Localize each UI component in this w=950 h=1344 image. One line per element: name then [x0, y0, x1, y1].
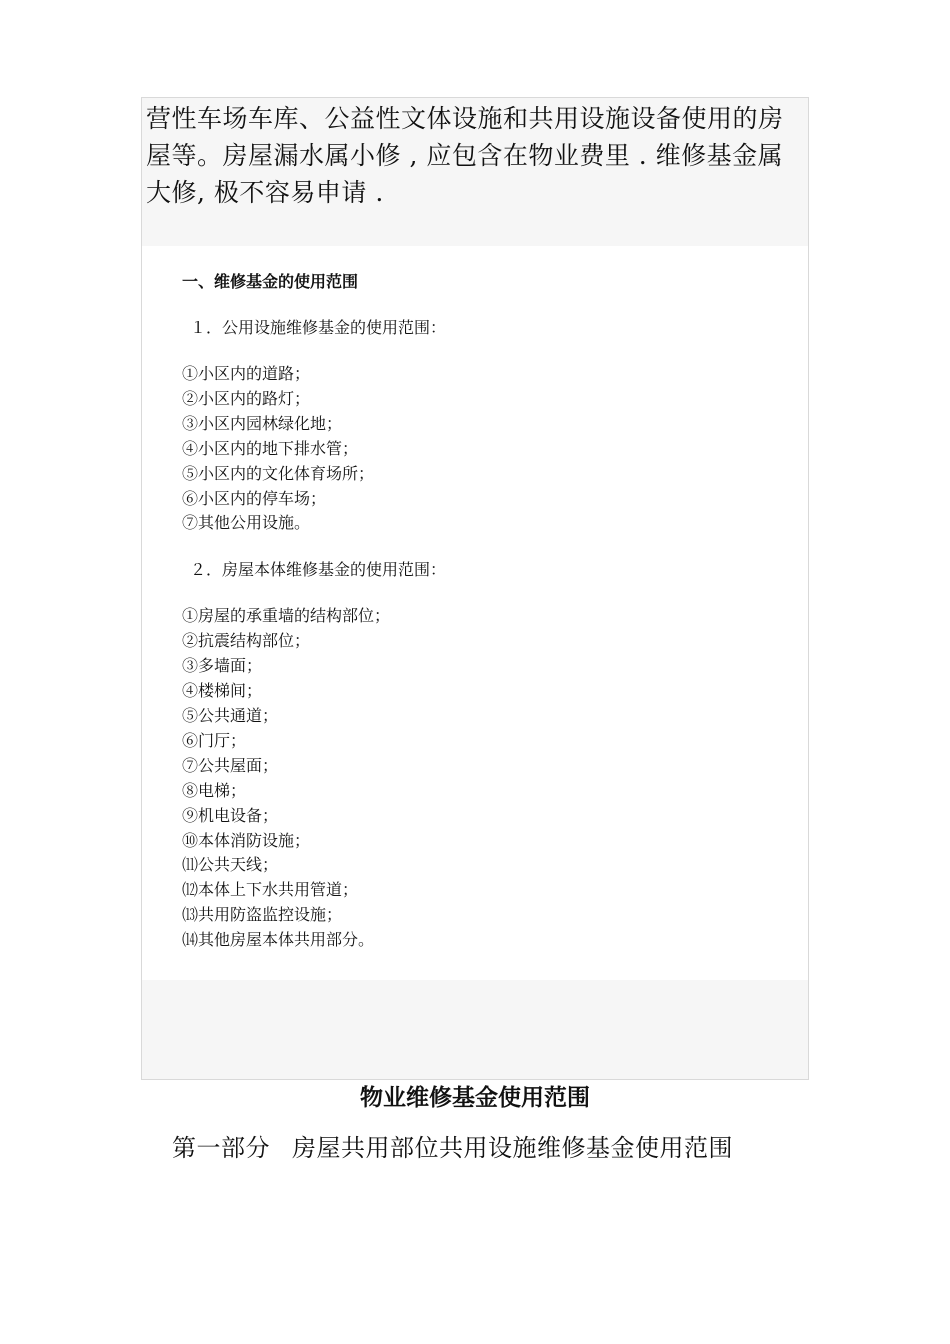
list-item: ②小区内的路灯；	[182, 388, 311, 408]
list-item: ④小区内的地下排水管；	[182, 438, 359, 458]
list-item: ⑥小区内的停车场；	[182, 488, 327, 508]
list-item: ⑦其他公用设施。	[182, 513, 311, 533]
list-item: ⑨机电设备；	[182, 805, 279, 825]
list-item: ⑿本体上下水共用管道；	[182, 880, 359, 900]
part-title: 房屋共用部位共用设施维修基金使用范围	[292, 1134, 733, 1162]
quoted-content-box	[141, 97, 809, 1080]
list-item: ⑤小区内的文化体育场所；	[182, 463, 375, 483]
section-heading: 一、维修基金的使用范围	[182, 272, 359, 291]
public-facility-list	[182, 362, 782, 536]
bottom-band	[142, 980, 808, 1079]
document-title: 物业维修基金使用范围	[360, 1085, 590, 1111]
list-item: ③多墙面；	[182, 656, 263, 676]
building-parts-list	[182, 604, 782, 953]
list-item: ⒁其他房屋本体共用部分。	[182, 930, 375, 950]
list-item: ⑾公共天线；	[182, 855, 279, 875]
public-facility-fund-title: １．公用设施维修基金的使用范围：	[190, 318, 447, 337]
building-fund-title: ２．房屋本体维修基金的使用范围：	[190, 560, 447, 580]
part-heading	[172, 1130, 733, 1166]
list-item: ⑩本体消防设施；	[182, 830, 311, 850]
list-item: ⑦公共屋面；	[182, 755, 279, 775]
list-item: ④楼梯间；	[182, 681, 263, 701]
list-item: ⑧电梯；	[182, 780, 247, 800]
list-item: ⑤公共通道；	[182, 705, 279, 725]
list-item: ⑥门厅；	[182, 730, 247, 750]
list-item: ③小区内园林绿化地；	[182, 413, 343, 433]
list-item: ⒀共用防盗监控设施；	[182, 905, 343, 925]
intro-paragraph: 营性车场车库、公益性文体设施和共用设施设备使用的房屋等。房屋漏水属小修 , 应包含在物业费里 . 维修基金属大修, 极不容易申请 .	[146, 104, 784, 207]
list-item: ①房屋的承重墙的结构部位；	[182, 606, 391, 626]
top-band	[142, 98, 808, 246]
list-item: ①小区内的道路；	[182, 364, 311, 383]
list-item: ②抗震结构部位；	[182, 631, 311, 651]
usage-scope-section	[182, 270, 782, 953]
part-label: 第一部分	[172, 1134, 270, 1162]
